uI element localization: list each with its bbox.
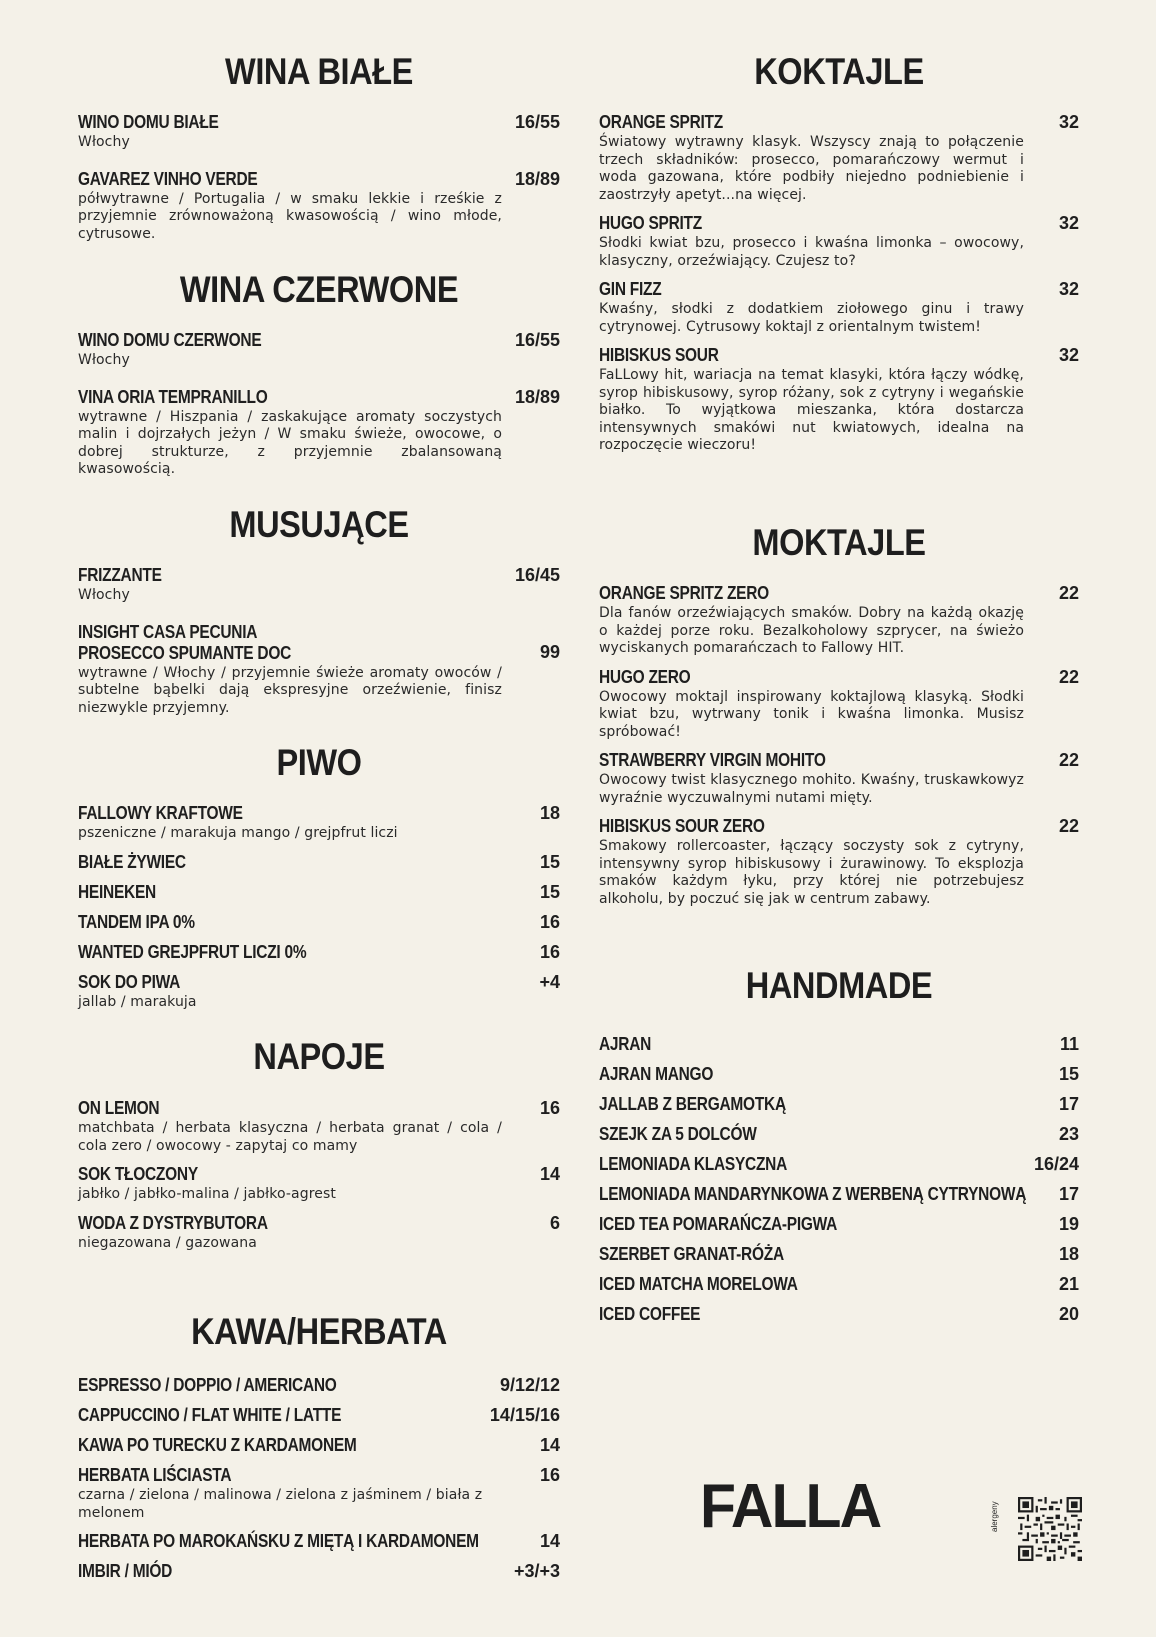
item-name: HERBATA PO MAROKAŃSKU Z MIĘTĄ I KARDAMONEM bbox=[78, 1531, 479, 1551]
item-name-line2: PROSECCO SPUMANTE DOC bbox=[78, 642, 292, 663]
menu-item bbox=[599, 1124, 1079, 1145]
menu-item bbox=[599, 750, 1079, 807]
item-price: 16 bbox=[539, 1465, 560, 1485]
section-wina-biale bbox=[78, 52, 560, 243]
item-price: 16 bbox=[539, 941, 560, 962]
item-name: LEMONIADA MANDARYNKOWA Z WERBENĄ CYTRYNOWĄ bbox=[599, 1184, 1027, 1204]
menu-item bbox=[78, 1375, 560, 1396]
item-price: 16 bbox=[539, 911, 560, 932]
item-price: 18/89 bbox=[514, 168, 560, 189]
item-description: półwytrawne / Portugalia / w smaku lekkie i rześkie z przyjemnie zrównoważoną kwasowością / wino młode, cytrusowe. bbox=[78, 190, 502, 242]
item-price: 14 bbox=[539, 1531, 560, 1551]
item-description: matchbata / herbata klasyczna / herbata granat / cola / cola zero / owocowy - zapytaj co mamy bbox=[78, 1120, 502, 1154]
menu-item bbox=[78, 852, 560, 873]
item-name: IMBIR / MIÓD bbox=[78, 1561, 173, 1581]
menu-item bbox=[599, 1214, 1079, 1235]
item-description: Włochy bbox=[78, 587, 130, 603]
item-name: BIAŁE ŻYWIEC bbox=[78, 851, 186, 872]
menu-item bbox=[78, 912, 560, 933]
item-name: HUGO ZERO bbox=[599, 666, 691, 687]
menu-item bbox=[78, 565, 560, 605]
menu-item bbox=[78, 882, 560, 903]
item-name: ON LEMON bbox=[78, 1098, 160, 1118]
qr-code-icon[interactable] bbox=[1018, 1497, 1082, 1561]
item-price: 19 bbox=[1058, 1214, 1079, 1234]
item-price: 15 bbox=[1058, 1064, 1079, 1084]
item-price: 16/45 bbox=[514, 565, 560, 585]
item-price: 17 bbox=[1058, 1094, 1079, 1114]
item-price: 14/15/16 bbox=[489, 1405, 560, 1425]
section-moktajle bbox=[599, 523, 1079, 908]
item-price: 99 bbox=[539, 641, 560, 662]
item-name: ORANGE SPRITZ bbox=[599, 112, 723, 132]
item-price: 18/89 bbox=[514, 386, 560, 407]
item-name: LEMONIADA KLASYCZNA bbox=[599, 1154, 788, 1174]
brand-logo: FALLA bbox=[700, 1472, 881, 1541]
item-name: AJRAN MANGO bbox=[599, 1064, 714, 1084]
section-wina-czerwone bbox=[78, 270, 560, 479]
qr-label: alergeny bbox=[990, 1501, 999, 1532]
item-name: ESPRESSO / DOPPIO / AMERICANO bbox=[78, 1375, 337, 1395]
item-price: 18 bbox=[539, 803, 560, 823]
item-price: 32 bbox=[1058, 112, 1079, 132]
item-price: 20 bbox=[1058, 1304, 1079, 1324]
item-name: CAPPUCCINO / FLAT WHITE / LATTE bbox=[78, 1405, 342, 1425]
item-price: 16 bbox=[539, 1098, 560, 1118]
menu-item bbox=[78, 803, 560, 843]
item-description: czarna / zielona / malinowa / zielona z jaśminem / biała z melonem bbox=[78, 1487, 483, 1521]
item-description: Światowy wytrawny klasyk. Wszyscy znają to połączenie trzech składników: prosecco, pomarańczowy wermut i woda gazowana, które podbiły niejedno podniebienie i zaostrzyły apetyt...na więcej. bbox=[599, 134, 1024, 203]
section-handmade bbox=[599, 966, 1079, 1325]
section-kawa-herbata bbox=[78, 1312, 560, 1582]
menu-item bbox=[78, 1213, 560, 1253]
item-name: ICED TEA POMARAŃCZA-PIGWA bbox=[599, 1214, 838, 1234]
item-price: 22 bbox=[1058, 750, 1079, 770]
menu-item bbox=[599, 1274, 1079, 1295]
item-price: 16/55 bbox=[514, 330, 560, 350]
menu-item bbox=[599, 583, 1079, 658]
item-price: 9/12/12 bbox=[499, 1375, 560, 1395]
menu-item bbox=[78, 1561, 560, 1582]
item-name: ICED MATCHA MORELOWA bbox=[599, 1274, 798, 1294]
item-description: wytrawne / Włochy / przyjemnie świeże aromaty owoców / subtelne bąbelki dają ekspresyjne orzeźwienie, finisz niezwykle przyjemny. bbox=[78, 664, 502, 716]
section-piwo bbox=[78, 743, 560, 1011]
menu-item bbox=[599, 667, 1079, 742]
menu-item bbox=[78, 1465, 560, 1522]
menu-item bbox=[78, 112, 560, 152]
menu-item bbox=[78, 1435, 560, 1456]
menu-item bbox=[599, 1184, 1079, 1205]
section-title: MUSUJĄCE bbox=[229, 504, 409, 545]
section-title: HANDMADE bbox=[745, 965, 933, 1006]
item-price: 15 bbox=[539, 881, 560, 902]
item-price: +3/+3 bbox=[513, 1561, 560, 1581]
item-price: 22 bbox=[1058, 666, 1079, 687]
item-price: +4 bbox=[539, 971, 560, 992]
item-name: VINA ORIA TEMPRANILLO bbox=[78, 386, 268, 407]
item-description: jallab / marakuja bbox=[78, 993, 197, 1010]
item-price: 15 bbox=[539, 851, 560, 872]
item-name: HUGO SPRITZ bbox=[599, 213, 702, 233]
menu-item bbox=[78, 942, 560, 963]
item-name: JALLAB Z BERGAMOTKĄ bbox=[599, 1094, 786, 1114]
item-price: 16/24 bbox=[1033, 1154, 1079, 1174]
menu-item bbox=[78, 622, 560, 718]
section-musujace bbox=[78, 505, 560, 717]
item-name: GIN FIZZ bbox=[599, 279, 662, 299]
menu-item bbox=[599, 1304, 1079, 1325]
menu-item bbox=[599, 816, 1079, 908]
item-description: Owocowy twist klasycznego mohito. Kwaśny, truskawkowyz wyraźnie wyczuwalnymi nutami mięty. bbox=[599, 772, 1024, 806]
item-price: 32 bbox=[1058, 279, 1079, 299]
menu-item bbox=[599, 279, 1079, 336]
section-napoje bbox=[78, 1037, 560, 1252]
item-price: 21 bbox=[1058, 1274, 1079, 1294]
item-name: HERBATA LIŚCIASTA bbox=[78, 1465, 232, 1485]
menu-item bbox=[78, 1098, 560, 1155]
menu-item bbox=[78, 1405, 560, 1426]
menu-item bbox=[599, 213, 1079, 270]
menu-item bbox=[599, 1064, 1079, 1085]
menu-item bbox=[78, 387, 560, 479]
item-name: SOK DO PIWA bbox=[78, 971, 181, 992]
item-name: TANDEM IPA 0% bbox=[78, 911, 195, 932]
section-title: KOKTAJLE bbox=[754, 51, 924, 92]
item-name: KAWA PO TURECKU Z KARDAMONEM bbox=[78, 1435, 357, 1455]
item-price: 32 bbox=[1058, 345, 1079, 365]
item-name: AJRAN bbox=[599, 1034, 652, 1054]
item-name: INSIGHT CASA PECUNIA bbox=[78, 621, 258, 642]
item-name: WINO DOMU BIAŁE bbox=[78, 112, 219, 132]
section-title: NAPOJE bbox=[253, 1036, 385, 1077]
menu-item bbox=[599, 1034, 1079, 1055]
item-description: Włochy bbox=[78, 352, 130, 368]
section-title: PIWO bbox=[276, 742, 362, 783]
item-price: 22 bbox=[1058, 583, 1079, 603]
section-title: KAWA/HERBATA bbox=[191, 1311, 447, 1352]
menu-item bbox=[78, 330, 560, 370]
item-name: HIBISKUS SOUR ZERO bbox=[599, 816, 765, 836]
item-description: jabłko / jabłko-malina / jabłko-agrest bbox=[78, 1186, 336, 1202]
item-name: WANTED GREJPFRUT LICZI 0% bbox=[78, 941, 307, 962]
item-name: GAVAREZ VINHO VERDE bbox=[78, 168, 258, 189]
item-price: 16/55 bbox=[514, 112, 560, 132]
menu-item bbox=[599, 112, 1079, 204]
item-name: FALLOWY KRAFTOWE bbox=[78, 803, 243, 823]
item-description: Słodki kwiat bzu, prosecco i kwaśna limonka – owocowy, klasyczny, orzeźwiający. Czujesz to? bbox=[599, 235, 1024, 269]
item-name: SZERBET GRANAT-RÓŻA bbox=[599, 1244, 784, 1264]
item-description: niegazowana / gazowana bbox=[78, 1234, 257, 1251]
item-price: 23 bbox=[1058, 1124, 1079, 1144]
menu-item bbox=[599, 1154, 1079, 1175]
item-price: 17 bbox=[1058, 1184, 1079, 1204]
item-price: 18 bbox=[1058, 1244, 1079, 1264]
item-name: SOK TŁOCZONY bbox=[78, 1164, 198, 1184]
item-name: HEINEKEN bbox=[78, 881, 156, 902]
menu-item bbox=[599, 1094, 1079, 1115]
item-price: 14 bbox=[539, 1435, 560, 1455]
item-price: 32 bbox=[1058, 213, 1079, 233]
item-description: pszeniczne / marakuja mango / grejpfrut liczi bbox=[78, 825, 398, 841]
item-name: HIBISKUS SOUR bbox=[599, 345, 719, 365]
item-name: WODA Z DYSTRYBUTORA bbox=[78, 1212, 268, 1233]
section-title: WINA CZERWONE bbox=[179, 269, 459, 310]
item-price: 11 bbox=[1059, 1034, 1079, 1054]
section-title: WINA BIAŁE bbox=[225, 51, 413, 92]
item-name: FRIZZANTE bbox=[78, 565, 162, 585]
item-name: WINO DOMU CZERWONE bbox=[78, 330, 262, 350]
menu-item bbox=[599, 1244, 1079, 1265]
section-koktajle bbox=[599, 52, 1079, 455]
item-description: Owocowy moktajl inspirowany koktajlową klasyką. Słodki kwiat bzu, wytrwany tonik i kwaśna limonka. Musisz spróbować! bbox=[599, 688, 1024, 740]
section-title: MOKTAJLE bbox=[752, 522, 926, 563]
item-description: Smakowy rollercoaster, łączący soczysty sok z cytryny, intensywny syrop hibiskusowy i żurawinowy. To eksplozja smaków każdym łyku, przy której nie potrzebujesz alkoholu, by poczuć się jak w centrum zabawy. bbox=[599, 838, 1024, 907]
item-description: Włochy bbox=[78, 134, 130, 150]
menu-item bbox=[599, 345, 1079, 455]
item-name: SZEJK ZA 5 DOLCÓW bbox=[599, 1124, 757, 1144]
menu-item bbox=[78, 169, 560, 244]
item-name: STRAWBERRY VIRGIN MOHITO bbox=[599, 750, 826, 770]
item-price: 6 bbox=[549, 1212, 560, 1233]
item-price: 22 bbox=[1058, 816, 1079, 836]
menu-item bbox=[78, 1164, 560, 1204]
menu-item bbox=[78, 1531, 560, 1552]
item-name: ORANGE SPRITZ ZERO bbox=[599, 583, 769, 603]
item-description: wytrawne / Hiszpania / zaskakujące aromaty soczystych malin i dojrzałych jeżyn / W smaku świeże, owocowe, o dobrej strukturze, z przyjemnie zbalansowaną kwasowością. bbox=[78, 408, 502, 477]
item-price: 14 bbox=[539, 1164, 560, 1184]
item-description: Kwaśny, słodki z dodatkiem ziołowego ginu i trawy cytrynowej. Cytrusowy koktajl z orientalnym twistem! bbox=[599, 301, 1024, 335]
menu-item bbox=[78, 972, 560, 1012]
item-name: ICED COFFEE bbox=[599, 1304, 701, 1324]
item-description: FaLLowy hit, wariacja na temat klasyki, która łączy wódkę, syrop hibiskusowy, syrop różany, sok z cytryny i wegańskie białko. To wyjątkowa mieszanka, która dostarcza intensywnych smakówi nut kwiatowych, idealna na rozpoczęcie wieczoru! bbox=[599, 367, 1024, 453]
item-description: Dla fanów orzeźwiających smaków. Dobry na każdą okazję o każdej porze roku. Bezalkoholowy szprycer, na świeżo wyciskanych pomarańczach to Fallowy HIT. bbox=[599, 605, 1024, 656]
